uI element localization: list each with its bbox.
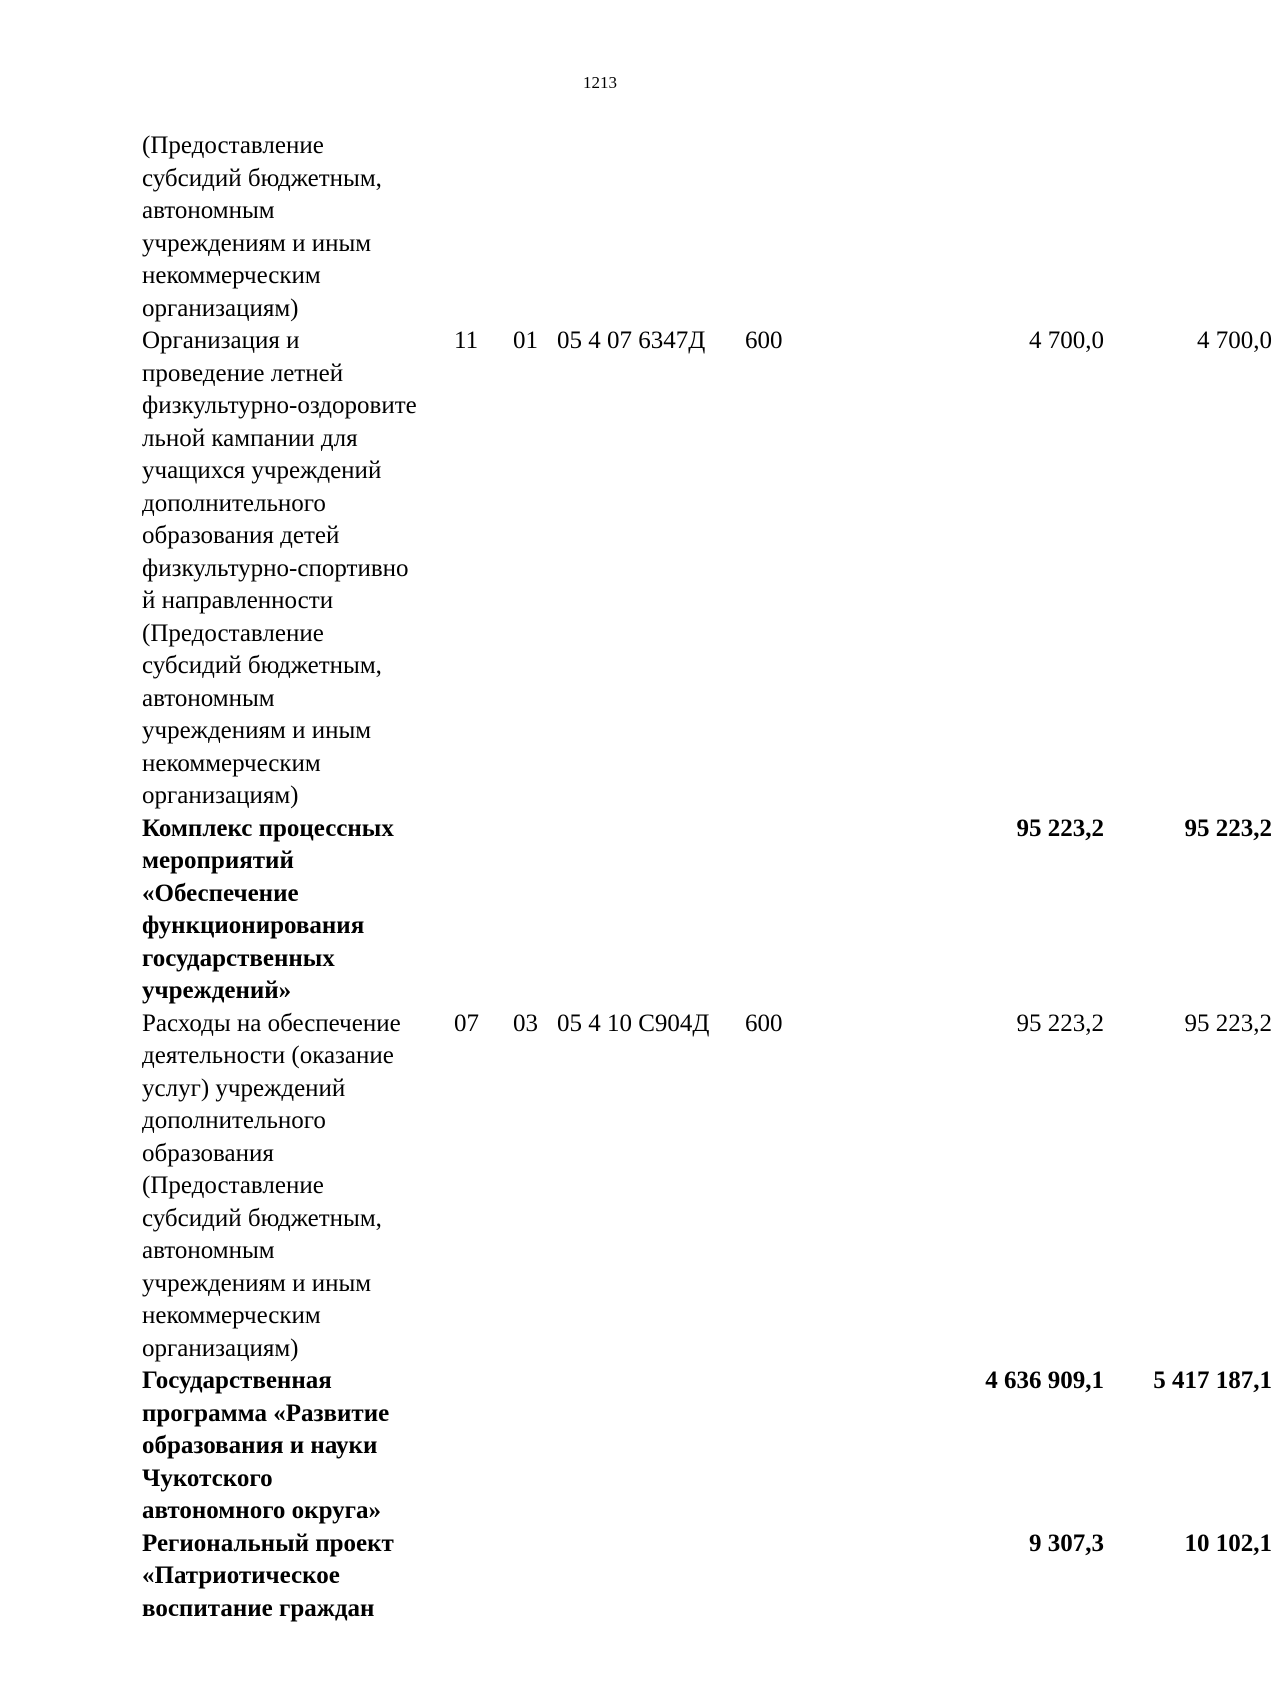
item-name-line: деятельности (оказание [142,1042,394,1069]
amount-year2-cell: 4 700,0 [1197,327,1272,354]
amount-year1-cell: 95 223,2 [1016,814,1104,842]
item-name-cell [142,1008,462,1366]
section-code-cell: 03 [513,1009,538,1037]
item-name-line: учреждений» [142,977,292,1004]
item-name-line: Государственная [142,1367,332,1394]
item-name-line: (Предоставление [142,619,324,647]
table-row [142,130,1142,325]
item-name-line: Организация и [142,327,300,354]
item-name-line: мероприятий [142,847,294,874]
amount-year2-cell: 95 223,2 [1184,1009,1272,1037]
amount-year1-cell: 9 307,3 [1029,1529,1104,1557]
item-name-line: государственных [142,944,335,972]
amount-year2-cell: 5 417 187,1 [1153,1367,1272,1394]
item-name-line: некоммерческим [142,749,321,777]
section-code-cell: 01 [513,327,538,354]
item-name-line: учреждениям и иным [142,717,372,744]
item-name-line: автономного округа» [142,1497,382,1524]
item-name-line: образования детей [142,522,340,549]
item-name-line: субсидий бюджетным, [142,652,382,679]
item-name-line: образования и науки [142,1432,378,1459]
item-name-line: (Предоставление [142,1172,324,1199]
ministry-code-cell: 11 [454,327,479,354]
item-name-line: «Обеспечение [142,879,299,907]
budget-table [142,130,1272,1625]
item-name-line: «Патриотическое [142,1562,340,1589]
item-name-line: автономным [142,197,275,224]
table-row [142,1008,1272,1366]
table-row [142,813,1272,1008]
item-name-line: организациям) [142,782,299,809]
item-name-cell [142,130,462,325]
table-row [142,1528,1272,1626]
item-name-line: Чукотского [142,1464,273,1492]
item-name-line: Комплекс процессных [142,814,394,842]
expense-type-cell: 600 [745,1009,783,1037]
target-article-cell: 05 4 10 С904Д [557,1009,710,1037]
table-row [142,325,1272,813]
ministry-code-cell: 07 [454,1009,479,1037]
item-name-line: организациям) [142,294,299,322]
item-name-line: субсидий бюджетным, [142,164,382,192]
item-name-line: физкультурно-спортивно [142,554,409,582]
target-article-cell: 05 4 07 6347Д [557,327,706,354]
item-name-line: программа «Развитие [142,1399,390,1427]
item-name-line: дополнительного [142,1107,326,1134]
table-row [142,1365,1272,1528]
item-name-cell [142,325,462,813]
item-name-line: автономным [142,1237,275,1264]
item-name-line: некоммерческим [142,262,321,289]
item-name-line: учреждениям и иным [142,229,372,257]
amount-year2-cell: 95 223,2 [1184,814,1272,842]
item-name-line: учреждениям и иным [142,1269,372,1297]
item-name-cell [142,813,462,1008]
item-name-line: организациям) [142,1334,299,1362]
item-name-line: льной кампании для [142,424,358,452]
page-number: 1213 [583,73,617,92]
item-name-line: некоммерческим [142,1302,321,1329]
item-name-line: воспитание граждан [142,1594,375,1622]
item-name-line: проведение летней [142,359,344,387]
item-name-cell [142,1365,462,1528]
amount-year1-cell: 4 700,0 [1029,327,1104,354]
amount-year2-cell: 10 102,1 [1184,1529,1272,1557]
expense-type-cell: 600 [745,327,783,354]
item-name-line: Расходы на обеспечение [142,1009,401,1037]
item-name-line: услуг) учреждений [142,1074,346,1102]
item-name-line: Региональный проект [142,1529,394,1557]
item-name-line: субсидий бюджетным, [142,1204,382,1232]
item-name-line: функционирования [142,912,365,939]
item-name-line: дополнительного [142,489,326,517]
amount-year1-cell: 95 223,2 [1016,1009,1104,1037]
item-name-cell [142,1528,462,1626]
item-name-line: автономным [142,684,275,712]
item-name-line: й направленности [142,587,334,614]
item-name-line: образования [142,1139,274,1167]
item-name-line: физкультурно-оздоровите [142,392,417,419]
amount-year1-cell: 4 636 909,1 [985,1367,1104,1394]
item-name-line: (Предоставление [142,132,324,159]
item-name-line: учащихся учреждений [142,457,382,484]
